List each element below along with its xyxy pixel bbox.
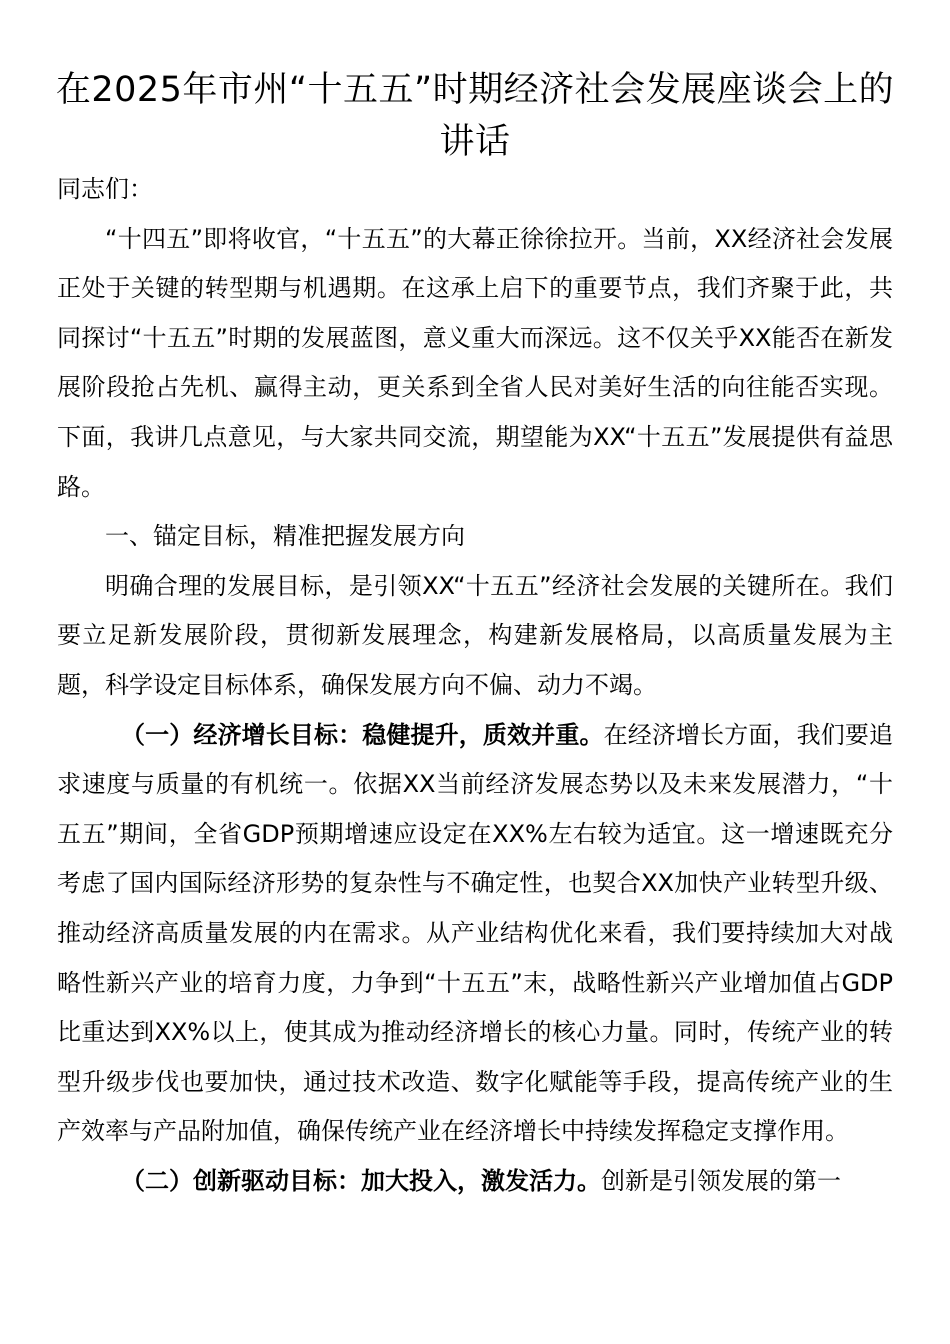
subsection-1-heading: （一）经济增长目标：稳健提升，质效并重。: [121, 720, 604, 749]
subsection-1-paragraph: [57, 711, 893, 1157]
subsection-1-body: 在经济增长方面，我们要追求速度与质量的有机统一。依据XX当前经济发展态势以及未来发展潜力，“十五五”期间，全省GDP预期增速应设定在XX%左右较为适宜。这一增速既充分考虑了国内国际经济形势的复杂性与不确定性，也契合XX加快产业转型升级、推动经济高质量发展的内在需求。从产业结构优化来看，我们要持续加大对战略性新兴产业的培育力度，力争到“十五五”末，战略性新兴产业增加值占GDP比重达到XX%以上，使其成为推动经济增长的核心力量。同时，传统产业的转型升级步伐也要加快，通过技术改造、数字化赋能等手段，提高传统产业的生产效率与产品附加值，确保传统产业在经济增长中持续发挥稳定支撑作用。: [57, 720, 894, 1146]
section-1-paragraph: 明确合理的发展目标，是引领XX“十五五”经济社会发展的关键所在。我们要立足新发展阶段，贯彻新发展理念，构建新发展格局，以高质量发展为主题，科学设定目标体系，确保发展方向不偏、动力不竭。: [57, 571, 893, 699]
document-body: [57, 165, 893, 1206]
document-title: 在2025年市州“十五五”时期经济社会发展座谈会上的讲话: [55, 70, 895, 162]
section-1-heading: 一、锚定目标，精准把握发展方向: [105, 522, 465, 551]
intro-paragraph: “十四五”即将收官，“十五五”的大幕正徐徐拉开。当前，XX经济社会发展正处于关键的转型期与机遇期。在这承上启下的重要节点，我们齐聚于此，共同探讨“十五五”时期的发展蓝图，意义重大而深远。这不仅关乎XX能否在新发展阶段抢占先机、赢得主动，更关系到全省人民对美好生活的向往能否实现。下面，我讲几点意见，与大家共同交流，期望能为XX“十五五”发展提供有益思路。: [57, 224, 893, 501]
subsection-2-body: 创新是引领发展的第一: [601, 1166, 841, 1195]
subsection-2-heading: （二）创新驱动目标：加大投入，激发活力。: [121, 1166, 601, 1195]
subsection-2-paragraph: [57, 1157, 893, 1207]
salutation: 同志们：: [57, 175, 153, 203]
